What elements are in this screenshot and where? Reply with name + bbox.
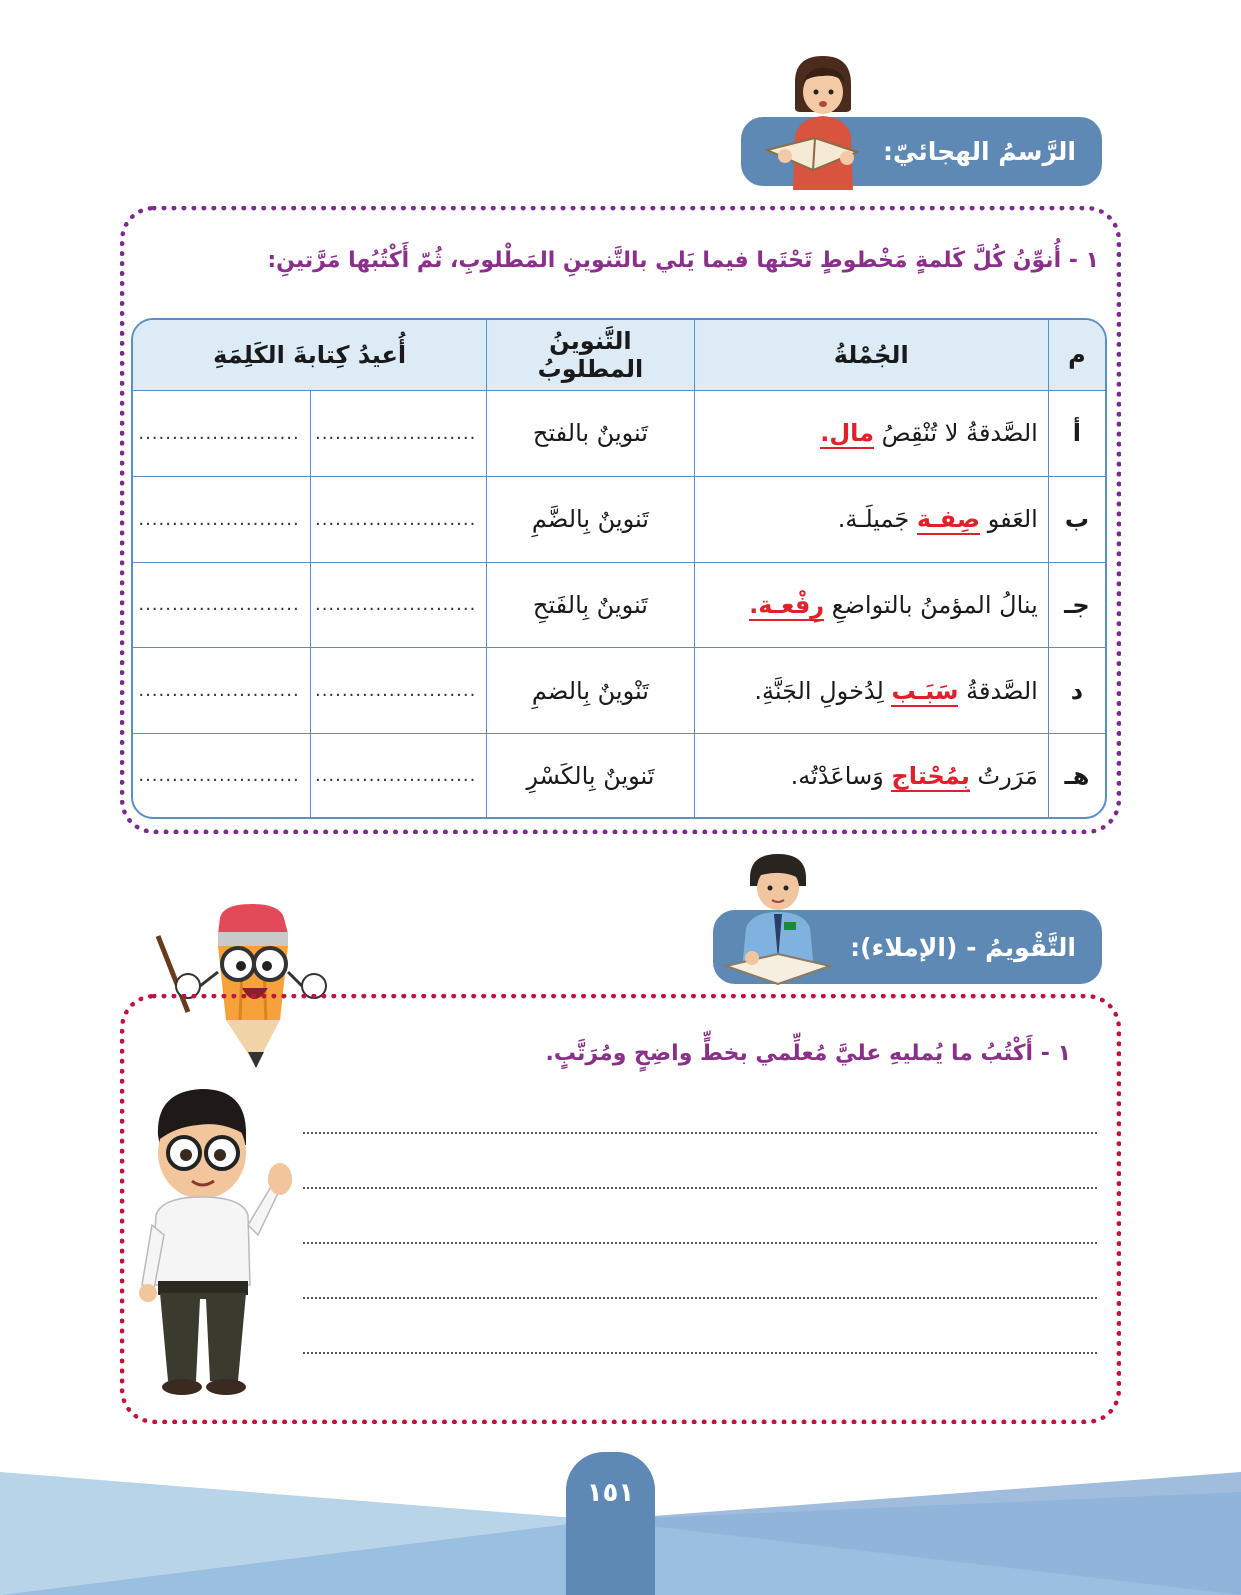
- write-blank[interactable]: ........................: [133, 477, 310, 563]
- underlined-word: مال: [829, 419, 875, 448]
- write-blank[interactable]: ........................: [310, 734, 487, 817]
- girl-reading-icon: [765, 52, 875, 190]
- write-blank[interactable]: ........................: [310, 477, 487, 563]
- row-tanween: تَنوينٌ بِالكَسْرِ: [486, 734, 693, 817]
- underlined-word: رِفْعـة: [758, 590, 825, 619]
- row-sentence: الصَّدقةُ سَبَـب لِدُخولِ الجَنَّةِ.: [694, 648, 1048, 734]
- underlined-word: بِمُحْتاج: [891, 761, 970, 790]
- underlined-word: صِفـة: [916, 505, 981, 534]
- row-num: هـ: [1048, 734, 1105, 817]
- table-row: [133, 563, 1105, 649]
- page-number-tab: [566, 1452, 655, 1595]
- table-header-row: [133, 320, 1105, 391]
- write-blank[interactable]: ........................: [133, 391, 310, 477]
- boy-writing-icon: [722, 850, 832, 986]
- row-sentence: مَرَرتُ بِمُحْتاج وَساعَدْتُه.: [694, 734, 1048, 817]
- row-sentence: العَفو صِفـة جَميلَـة.: [694, 477, 1048, 563]
- row-tanween: تَنوينٌ بِالضَّمِ: [486, 477, 693, 563]
- row-tanween: تَنْوينٌ بِالضمِ: [486, 648, 693, 734]
- row-tanween: تَنوينٌ بِالفَتحِ: [486, 563, 693, 649]
- row-tanween: تَنوينٌ بالفتح: [486, 391, 693, 477]
- dictation-line[interactable]: [303, 1242, 1097, 1244]
- table-row: [133, 391, 1105, 477]
- row-sentence: الصَّدقةُ لا تُنْقِصُ مال.: [694, 391, 1048, 477]
- dictation-line[interactable]: [303, 1132, 1097, 1134]
- teacher-boy-icon: [138, 1085, 298, 1397]
- write-blank[interactable]: ........................: [133, 563, 310, 649]
- dictation-line[interactable]: [303, 1297, 1097, 1299]
- write-blank[interactable]: ........................: [310, 648, 487, 734]
- write-blank[interactable]: ........................: [310, 391, 487, 477]
- header-rewrite: أُعيدُ كِتابةَ الكَلِمَةِ: [133, 320, 486, 391]
- tanween-table: [131, 318, 1107, 819]
- dictation-line[interactable]: [303, 1352, 1097, 1354]
- section1-title: الرَّسمُ الهجائيّ:: [883, 137, 1076, 166]
- underlined-word: سَبَـب: [891, 676, 959, 705]
- page-number: ١٥١: [586, 1478, 635, 1508]
- section1-question: ١ - أُنوِّنُ كُلَّ كَلمةٍ مَخْطوطٍ تَحْتَها فيما يَلي بالتَّنوينِ المَطْلوبِ، ثُمّ أَكْتُبُها مَرَّتينِ:: [267, 248, 1099, 273]
- section2-question: ١ - أَكْتُبُ ما يُمليهِ عليَّ مُعلِّمي بخطٍّ واضِحٍ ومُرَتَّبٍ.: [545, 1041, 1071, 1066]
- row-num: جـ: [1048, 563, 1105, 649]
- header-num: م: [1048, 320, 1105, 391]
- dictation-line[interactable]: [303, 1187, 1097, 1189]
- row-num: أ: [1048, 391, 1105, 477]
- table-row: [133, 734, 1105, 817]
- table-row: [133, 477, 1105, 563]
- header-tanween: التَّنوينُ المطلوبُ: [486, 320, 693, 391]
- row-num: ب: [1048, 477, 1105, 563]
- row-sentence: ينالُ المؤمنُ بالتواضعِ رِفْعـة.: [694, 563, 1048, 649]
- header-sentence: الجُمْلةُ: [694, 320, 1048, 391]
- table-row: [133, 648, 1105, 734]
- write-blank[interactable]: ........................: [310, 563, 487, 649]
- write-blank[interactable]: ........................: [138, 765, 300, 787]
- row-num: د: [1048, 648, 1105, 734]
- section2-title: التَّقْويمُ - (الإملاء):: [850, 932, 1076, 962]
- write-blank[interactable]: ........................: [133, 648, 310, 734]
